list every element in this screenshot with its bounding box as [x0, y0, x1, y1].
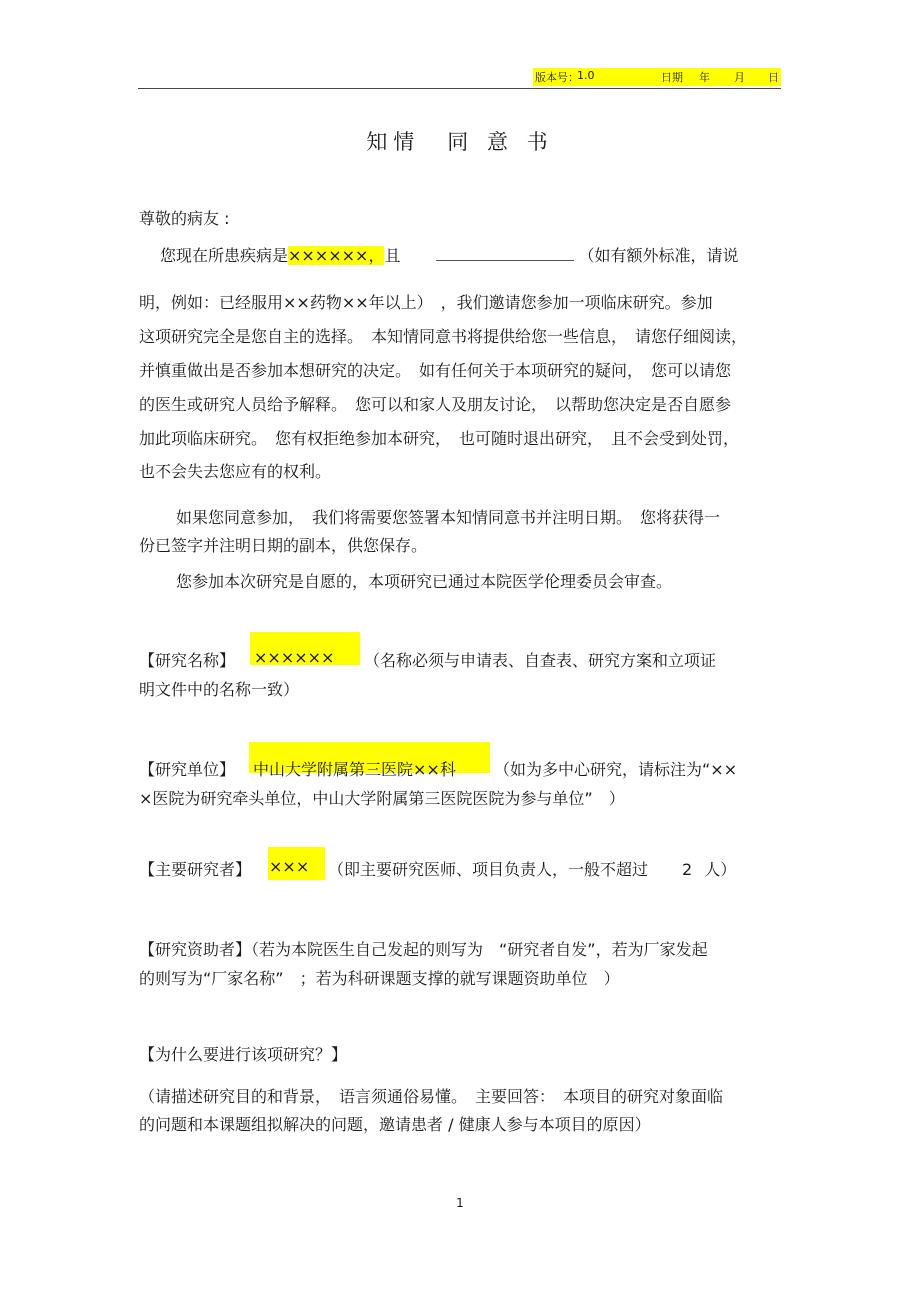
criteria-blank — [436, 246, 574, 261]
ethics-statement: 您参加本次研究是自愿的，本项研究已通过本院医学伦理委员会审查。 — [176, 572, 673, 591]
why-line-1: （请描述研究目的和背景， 语言须通俗易懂。 主要回答： 本项目的研究对象面临 — [139, 1087, 724, 1106]
pi-value: ××× — [269, 857, 310, 876]
intro-line-2: 明，例如：已经服用××药物××年以上） ，我们邀请您参加一项临床研究。参加 — [139, 293, 713, 312]
intro-text-b: 且 — [384, 246, 401, 265]
study-name-note-1: （名称必须与申请表、自查表、研究方案和立项证 — [364, 651, 717, 670]
intro-line-4: 并慎重做出是否参加本想研究的决定。 如有任何关于本项研究的疑问， 您可以请您 — [139, 361, 732, 380]
version-label: 版本号： — [535, 71, 579, 84]
version-value: 1.0 — [577, 69, 595, 82]
page-title: 知情 同 意 书 — [366, 130, 554, 154]
year-label: 年 — [699, 71, 710, 84]
consent-line-1: 如果您同意参加， 我们将需要您签署本知情同意书并注明日期。 您将获得一 — [176, 508, 721, 527]
intro-text-a: 您现在所患疾病是 — [160, 246, 289, 265]
month-label: 月 — [734, 71, 745, 84]
why-heading: 【为什么要进行该项研究？】 — [139, 1045, 348, 1064]
disease-placeholder: ××××××， — [288, 246, 385, 265]
pi-note-text: （即主要研究医师、项目负责人，一般不超过 — [328, 860, 649, 879]
study-unit-note-1: （如为多中心研究，请标注为“×× — [494, 760, 738, 779]
intro-line-3: 这项研究完全是您自主的选择。 本知情同意书将提供给您一些信息， 请您仔细阅读， — [139, 327, 748, 346]
intro-line-7: 也不会失去您应有的权利。 — [139, 462, 332, 481]
sponsor-line-2: 的则写为“厂家名称” ；若为科研课题支撑的就写课题资助单位 ） — [139, 969, 620, 988]
intro-line-6: 加此项临床研究。 您有权拒绝参加本研究， 也可随时退出研究， 且不会受到处罚， — [139, 429, 740, 448]
study-name-label: 【研究名称】 — [139, 651, 236, 670]
why-line-2: 的问题和本课题组拟解决的问题，邀请患者 / 健康人参与本项目的原因） — [139, 1115, 651, 1134]
pi-note — [328, 857, 736, 880]
study-unit-note-2: ×医院为研究牵头单位，中山大学附属第三医院医院为参与单位” ） — [139, 789, 625, 808]
page-number: 1 — [456, 1196, 464, 1210]
sponsor-line-1: 【研究资助者】（若为本院医生自己发起的则写为 “研究者自发”，若为厂家发起 — [139, 940, 708, 959]
pi-label: 【主要研究者】 — [139, 860, 252, 879]
pi-note-unit: 人） — [704, 860, 737, 879]
greeting: 尊敬的病友 : — [139, 209, 230, 228]
study-name-note-2: 明文件中的名称一致） — [139, 680, 300, 699]
date-label: 日期 — [661, 71, 683, 84]
consent-line-2: 份已签字并注明日期的副本，供您保存。 — [139, 536, 428, 555]
header-rule — [138, 88, 781, 89]
intro-line-1 — [160, 243, 739, 266]
study-name-line-1 — [139, 648, 235, 671]
day-label: 日 — [768, 71, 779, 84]
pi-note-number: 2 — [682, 860, 693, 879]
study-unit-label: 【研究单位】 — [139, 760, 236, 779]
intro-text-c: （如有额外标准，请说 — [578, 246, 739, 265]
intro-line-5: 的医生或研究人员给予解释。 您可以和家人及朋友讨论， 以帮助您决定是否自愿参 — [139, 395, 732, 414]
study-unit-value: 中山大学附属第三医院××科 — [253, 760, 456, 779]
study-name-value: ×××××× — [254, 648, 335, 667]
